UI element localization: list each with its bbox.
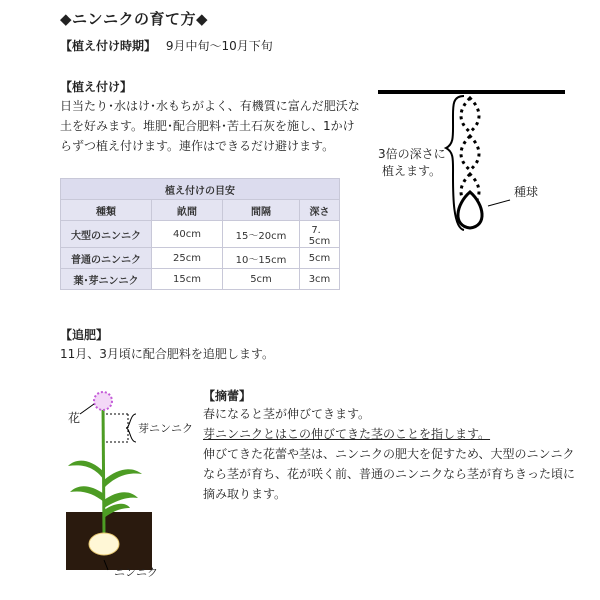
leaf [68,461,104,480]
bulb-leader-line [488,200,510,206]
seed-bulb [458,192,482,228]
table-cell: 40cm [152,221,223,248]
bud-picking-line: 伸びてきた花蕾や茎は、ニンニクの肥大を促すため、大型のニンニク [203,447,575,461]
table-row [61,248,340,269]
planting-line: 日当たり･水はけ･水もちがよく、有機質に富んだ肥沃な [60,99,360,113]
table-header: 間隔 [223,200,300,221]
bud-label: 芽ニンニク [138,422,193,435]
planting-period-value: 9月中旬〜10月下旬 [165,39,273,53]
garlic-label: ニンニク [114,566,158,579]
table-row-header: 葉･芽ニンニク [61,269,152,290]
leaf [70,486,104,502]
table-cell: 5cm [300,248,340,269]
bud-definition-line: 芽ニンニクとはこの伸びてきた茎のことを指します。 [203,427,491,441]
table-header: 畝間 [152,200,223,221]
bud-dimension-lines [106,414,128,442]
leaf [104,469,142,488]
planting-depth-diagram [360,80,580,240]
bud-picking-line: 摘み取ります。 [203,487,287,501]
garlic-plant-diagram [58,384,198,594]
stem [103,404,104,534]
table-cell: 7．5cm [300,221,340,248]
bud-picking-line: 春になると茎が伸びてきます。 [203,407,371,421]
table-row-header: 普通のニンニク [61,248,152,269]
table-caption: 植え付けの目安 [61,179,340,200]
depth-guide-bulb [461,98,479,132]
fertilizing-text: 11月、3月頃に配合肥料を追肥します。 [60,347,274,361]
bulb-label: 種球 [514,185,539,199]
table-row-header: 大型のニンニク [61,221,152,248]
table-cell: 25cm [152,248,223,269]
table-row [61,269,340,290]
flower-label: 花 [68,411,81,425]
garlic-bulb [89,533,119,555]
flower [94,392,112,410]
depth-note-line: 3倍の深さに [378,147,446,161]
planting-text [60,96,380,156]
fertilizing-heading: 【追肥】 [60,328,109,342]
table-cell: 15cm [152,269,223,290]
planting-guide-table [60,178,340,290]
bud-picking-text [203,404,588,504]
table-header: 深さ [300,200,340,221]
table-cell: 10〜15cm [223,248,300,269]
page-title: ◆ニンニクの育て方◆ [60,10,209,28]
bud-picking-line: なら茎が育ち、花が咲く前、普通のニンニクなら茎が育ちきった頃に [203,467,576,481]
planting-period [60,36,273,56]
planting-line: らずつ植え付けます。連作はできるだけ避けます。 [60,139,335,153]
planting-period-label: 【植え付け時期】 [60,39,157,53]
flower-leader-line [80,404,94,414]
table-cell: 3cm [300,269,340,290]
table-header: 種類 [61,200,152,221]
table-cell: 5cm [223,269,300,290]
table-cell: 15〜20cm [223,221,300,248]
planting-heading: 【植え付け】 [60,80,133,94]
depth-note-line: 植えます。 [382,164,442,178]
planting-line: 土を好みます。堆肥･配合肥料･苦土石灰を施し、1かけ [60,119,355,133]
table-row [61,221,340,248]
table-header-row [61,200,340,221]
bud-picking-heading: 【摘蕾】 [203,389,252,403]
depth-guide-bulb [461,136,479,170]
